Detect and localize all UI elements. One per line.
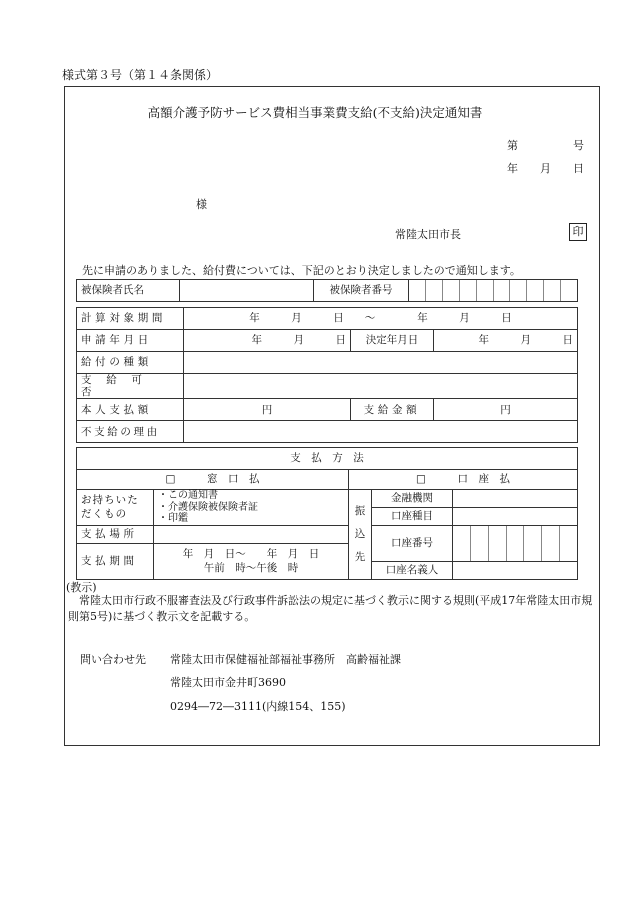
payment-period-dates: 年 月 日～ 年 月 日 (182, 547, 320, 560)
payment-table (76, 447, 578, 580)
period-label: 計算対象期間 (77, 308, 184, 330)
account-holder-field[interactable] (453, 562, 578, 580)
intro-text: 先に申請のありました、給付費については、下記のとおり決定しましたので通知します。 (82, 264, 521, 277)
account-number-label: 口座番号 (372, 526, 453, 562)
bring-item: ・介護保険被保険者証 (158, 501, 258, 513)
pay-amount-label: 支給金額 (351, 399, 434, 421)
bring-item: ・この通知書 (158, 490, 218, 502)
reason-label: 不支給の理由 (77, 421, 184, 443)
self-pay-label: 本人支払額 (77, 399, 184, 421)
contact-phone: 0294―72―3111(内線154、155) (170, 700, 346, 713)
bring-items-label: お持ちいただくもの (77, 490, 154, 526)
account-payment-option[interactable]: □ 口 座 払 (349, 470, 578, 490)
contact-office: 常陸太田市保健福祉部福祉事務所 高齢福祉課 (170, 653, 401, 666)
approval-field[interactable] (184, 374, 578, 399)
pay-amount-field[interactable]: 円 (434, 399, 578, 421)
insured-table (76, 279, 578, 302)
contact-address: 常陸太田市金井町3690 (170, 676, 286, 689)
decision-date-value[interactable]: 年 月 日 (434, 330, 578, 352)
payment-method-header: 支 払 方 法 (77, 448, 578, 470)
document-title: 高額介護予防サービス費相当事業費支給(不支給)決定通知書 (147, 105, 483, 120)
payment-period-field[interactable] (154, 544, 349, 580)
period-value[interactable]: 年 月 日 ～ 年 月 日 (184, 308, 578, 330)
addressee-suffix: 様 (196, 198, 207, 211)
account-number-field[interactable] (453, 526, 578, 562)
notice-body: 常陸太田市行政不服審査法及び行政事件訴訟法の規定に基づく教示に関する規則(平成17年常陸太田市規則第5号)に基づく教示文を記載する。 (68, 594, 593, 623)
seal-mark: 印 (569, 223, 587, 241)
decision-date-label: 決定年月日 (351, 330, 434, 352)
insured-name-label: 被保険者氏名 (77, 280, 180, 302)
document-number: 第 号 (507, 139, 584, 152)
window-payment-option[interactable]: □ 窓 口 払 (77, 470, 349, 490)
payment-period-label: 支払期間 (77, 544, 154, 580)
benefit-type-label: 給付の種類 (77, 352, 184, 374)
payment-place-label: 支払場所 (77, 526, 154, 544)
account-holder-label: 口座名義人 (372, 562, 453, 580)
benefit-type-field[interactable] (184, 352, 578, 374)
transfer-label: 振込先 (349, 490, 372, 580)
reason-field[interactable] (184, 421, 578, 443)
notice-heading: (教示) (66, 581, 97, 594)
insured-name-field[interactable] (180, 280, 314, 302)
apply-date-label: 申請年月日 (77, 330, 184, 352)
apply-date-value[interactable]: 年 月 日 (184, 330, 351, 352)
bank-field[interactable] (453, 490, 578, 508)
payment-period-hours: 午前 時～午後 時 (203, 561, 299, 574)
details-table (76, 307, 578, 443)
self-pay-field[interactable]: 円 (184, 399, 351, 421)
payment-place-field[interactable] (154, 526, 349, 544)
account-type-field[interactable] (453, 508, 578, 526)
document-date: 年 月 日 (507, 162, 584, 175)
bank-label: 金融機関 (372, 490, 453, 508)
bring-items-list (154, 490, 349, 526)
bring-item: ・印鑑 (158, 513, 188, 525)
form-label: 様式第３号（第１４条関係） (62, 68, 219, 82)
account-type-label: 口座種目 (372, 508, 453, 526)
issuer: 常陸太田市長 (395, 228, 461, 241)
approval-label: 支給可否 (77, 374, 184, 399)
contact-label: 問い合わせ先 (80, 653, 146, 666)
insured-number-label: 被保険者番号 (314, 280, 409, 302)
insured-number-field[interactable] (409, 280, 578, 302)
